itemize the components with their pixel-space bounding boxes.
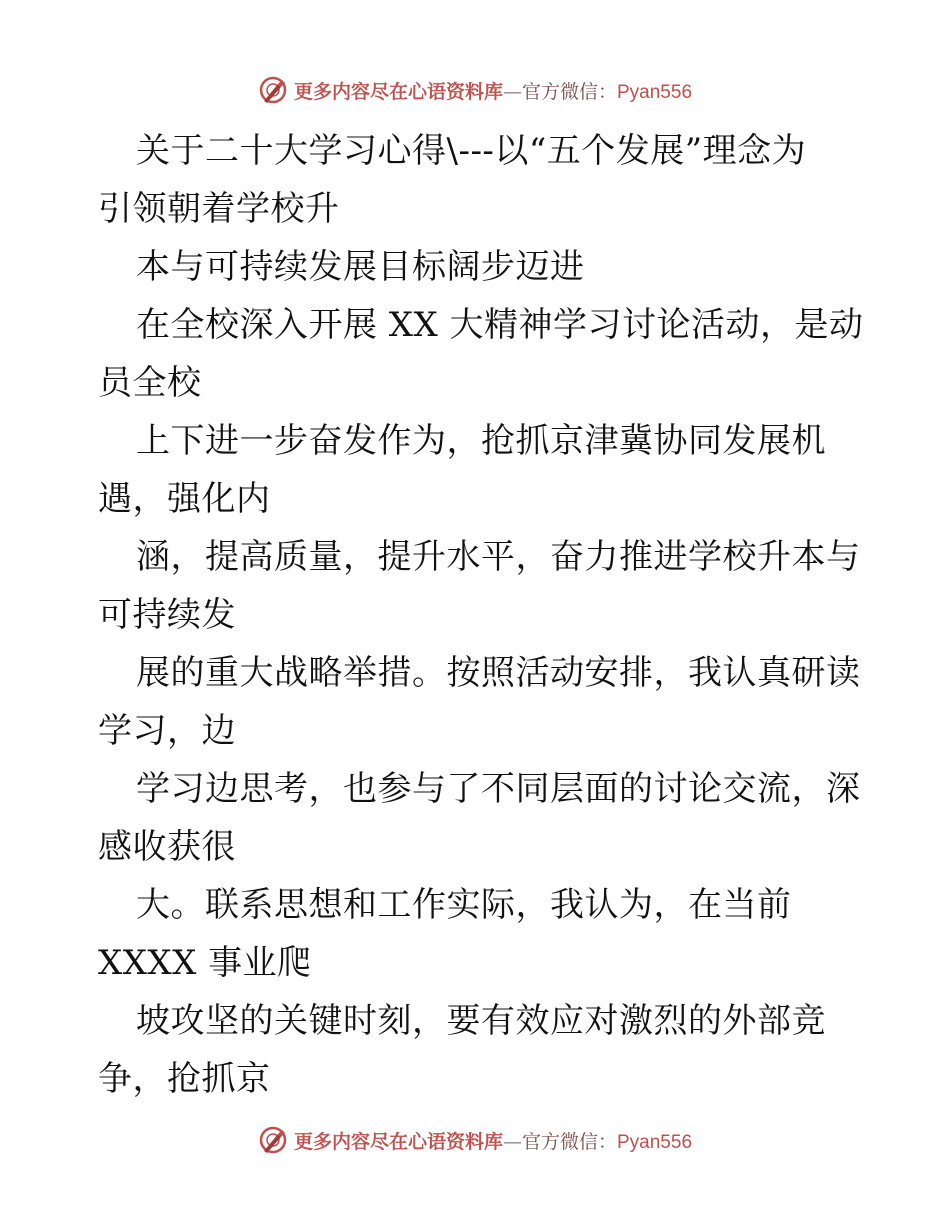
text-line: 涵，提高质量，提升水平，奋力推进学校升本与 xyxy=(136,537,861,577)
text-line: 坡攻坚的关键时刻，要有效应对激烈的外部竞 xyxy=(136,1001,826,1041)
document-body xyxy=(98,122,864,1108)
watermark-text xyxy=(294,1127,692,1154)
watermark-dash: — xyxy=(502,1130,522,1153)
pen-logo-icon xyxy=(258,75,288,105)
text-line: 遇，强化内 xyxy=(98,479,271,519)
text-line: 大。联系思想和工作实际，我认为，在当前 xyxy=(136,885,792,925)
text-line: 可持续发 xyxy=(98,595,236,635)
text-line: 本与可持续发展目标阔步迈进 xyxy=(136,247,585,287)
header-watermark xyxy=(0,70,950,110)
text-line: 上下进一步奋发作为，抢抓京津冀协同发展机 xyxy=(136,421,826,461)
watermark-dash: — xyxy=(502,80,522,103)
watermark-text xyxy=(294,77,692,104)
text-line: 感收获很 xyxy=(98,827,236,867)
text-line: XXXX 事业爬 xyxy=(98,943,312,983)
watermark-brand: 更多内容尽在心语资料库 xyxy=(293,1130,503,1153)
text-line: 学习，边 xyxy=(98,711,236,751)
text-line: 引领朝着学校升 xyxy=(98,189,340,229)
watermark-brand: 更多内容尽在心语资料库 xyxy=(293,80,503,103)
text-line-title: 关于二十大学习心得\---以“五个发展”理念为 xyxy=(136,131,807,171)
watermark-wechat-id: Pyan556 xyxy=(617,81,693,103)
watermark-wechat-id: Pyan556 xyxy=(617,1131,693,1153)
footer-watermark xyxy=(0,1120,950,1160)
pen-logo-icon xyxy=(258,1125,288,1155)
text-line: 员全校 xyxy=(98,363,202,403)
watermark-official-label: 官方微信： xyxy=(521,1130,617,1153)
watermark-official-label: 官方微信： xyxy=(521,80,617,103)
text-line: 在全校深入开展 XX 大精神学习讨论活动，是动 xyxy=(136,305,864,345)
text-line: 争，抢抓京 xyxy=(98,1059,271,1099)
text-line: 学习边思考，也参与了不同层面的讨论交流，深 xyxy=(136,769,861,809)
text-line: 展的重大战略举措。按照活动安排，我认真研读 xyxy=(136,653,861,693)
